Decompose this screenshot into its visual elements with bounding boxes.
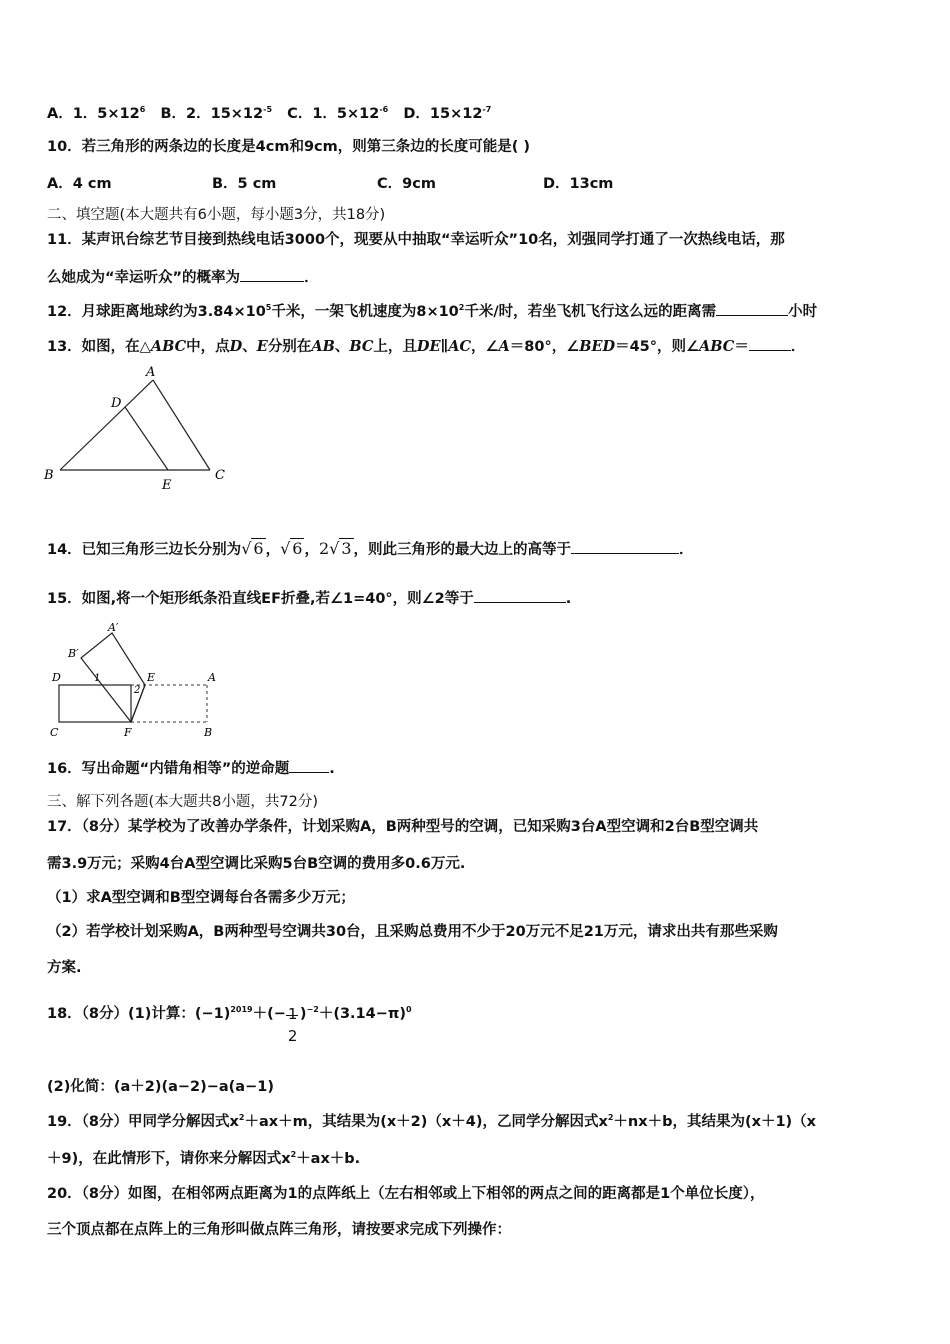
q18-part2: (2)化简：(a＋2)(a−2)−a(a−1) (47, 1079, 274, 1095)
label-C: C (215, 468, 225, 483)
q10-option-d: D．13cm (543, 176, 614, 192)
q17-line5: 方案. (47, 960, 82, 976)
q17-line3: （1）求A型空调和B型空调每台各需多少万元； (47, 890, 355, 906)
label-B-prime: B′ (68, 647, 79, 660)
label-A: A (146, 365, 156, 380)
segment-DE (125, 407, 168, 470)
q11-answer-blank[interactable] (240, 267, 304, 282)
q11-line1: 11．某声讯台综艺节目接到热线电话3000个，现要从中抽取“幸运听众”10名，刘强同学打通了一次热线电话，那 (47, 232, 785, 248)
q9-options: A．1．$5\times 12^6$ B．2．$15\times 12^{-5}$ C．1．$5\times 12^{-6}$ D．$15\times 12^{-7}$ (47, 105, 492, 122)
q11-line2: 么她成为“幸运听众”的概率为 ． (47, 267, 319, 288)
side-AB (60, 380, 153, 470)
q15-text: 15．如图,将一个矩形纸条沿直线EF折叠,若∠1=40°，则∠2等于 . (47, 588, 571, 609)
q15-answer-blank[interactable] (474, 588, 566, 603)
q20-line2: 三个顶点都在点阵上的三角形叫做点阵三角形，请按要求完成下列操作： (47, 1222, 511, 1238)
label-E: E (162, 478, 172, 493)
strip-left-part (59, 685, 131, 722)
folded-part (81, 633, 145, 722)
q16-text: 16．写出命题“内错角相等”的逆命题 . (47, 758, 335, 779)
q18-part1: 18．（8分）(1)计算：$(-1)^{2019}+(-$ 1 2 )$^{-2}+(3.14-\pi)^0$ (47, 994, 412, 1038)
section-3-heading: 三、解下列各题(本大题共8小题，共72分) (47, 794, 318, 810)
q12-text: 12．月球距离地球约为$3.84\times 10^5$千米，一架飞机速度为$8\times 10^2$千米/时，若坐飞机飞行这么远的距离需 小时 (47, 303, 818, 320)
label-B: B (204, 726, 213, 739)
sqrt-6-a: √ 6 (241, 539, 264, 558)
label-D: D (111, 396, 122, 411)
q10-option-b: B．5 cm (212, 176, 277, 192)
q17-line4: （2）若学校计划采购A，B两种型号空调共30台，且采购总费用不少于20万元不足21万元，请求出共有那些采购 (47, 924, 778, 940)
side-AC (153, 380, 210, 470)
label-C: C (50, 726, 59, 739)
label-2: 2 (134, 685, 141, 696)
q13-text: 13．如图，在△ABC中，点D、E分别在AB、BC上，且DE∥AC，∠A＝80°，∠BED＝45°，则∠ABC＝ ． (47, 338, 806, 355)
q10-option-a: A．4 cm (47, 176, 112, 192)
q15-fold-figure (44, 620, 229, 745)
label-A-prime: A′ (108, 621, 119, 634)
fraction-one-half: 1 2 (287, 1005, 298, 1045)
q14-answer-blank[interactable] (571, 539, 679, 554)
q13-triangle-figure (40, 362, 240, 497)
label-D: D (52, 671, 61, 684)
q20-line1: 20．（8分）如图，在相邻两点距离为1的点阵纸上（左右相邻或上下相邻的两点之间的距离都是1个单位长度）， (47, 1186, 765, 1202)
q17-line1: 17．（8分）某学校为了改善办学条件，计划采购A，B两种型号的空调，已知采购3台A型空调和2台B型空调共 (47, 819, 759, 835)
label-F: F (124, 726, 132, 739)
q19-line2: ＋9)，在此情形下，请你来分解因式$x^2+ax+b$. (47, 1150, 361, 1167)
label-E: E (147, 671, 156, 684)
sqrt-6-b: √ 6 (280, 539, 303, 558)
two-sqrt-3: 2√ 3 (318, 539, 352, 558)
q14-text: 14．已知三角形三边长分别为√ 6 ，√ 6 ，2√ 3 ，则此三角形的最大边上的高等于 ． (47, 536, 694, 563)
q16-answer-blank[interactable] (289, 758, 329, 773)
q19-line1: 19．（8分）甲同学分解因式$x^2+ax+m$，其结果为(x＋2)（x＋4)，乙同学分解因式$x^2+nx+b$，其结果为(x＋1)（x (47, 1113, 817, 1130)
section-2-heading: 二、填空题(本大题共有6小题，每小题3分，共18分) (47, 207, 386, 223)
q17-line2: 需3.9万元；采购4台A型空调比采购5台B空调的费用多0.6万元. (47, 856, 466, 872)
q12-answer-blank[interactable] (716, 301, 788, 316)
label-A: A (208, 671, 216, 684)
label-B: B (44, 468, 54, 483)
label-1: 1 (94, 673, 101, 684)
q10-option-c: C．9cm (377, 176, 436, 192)
q10-text: 10．若三角形的两条边的长度是4cm和9cm，则第三条边的长度可能是( ) (47, 139, 531, 155)
q13-answer-blank[interactable] (749, 336, 791, 351)
